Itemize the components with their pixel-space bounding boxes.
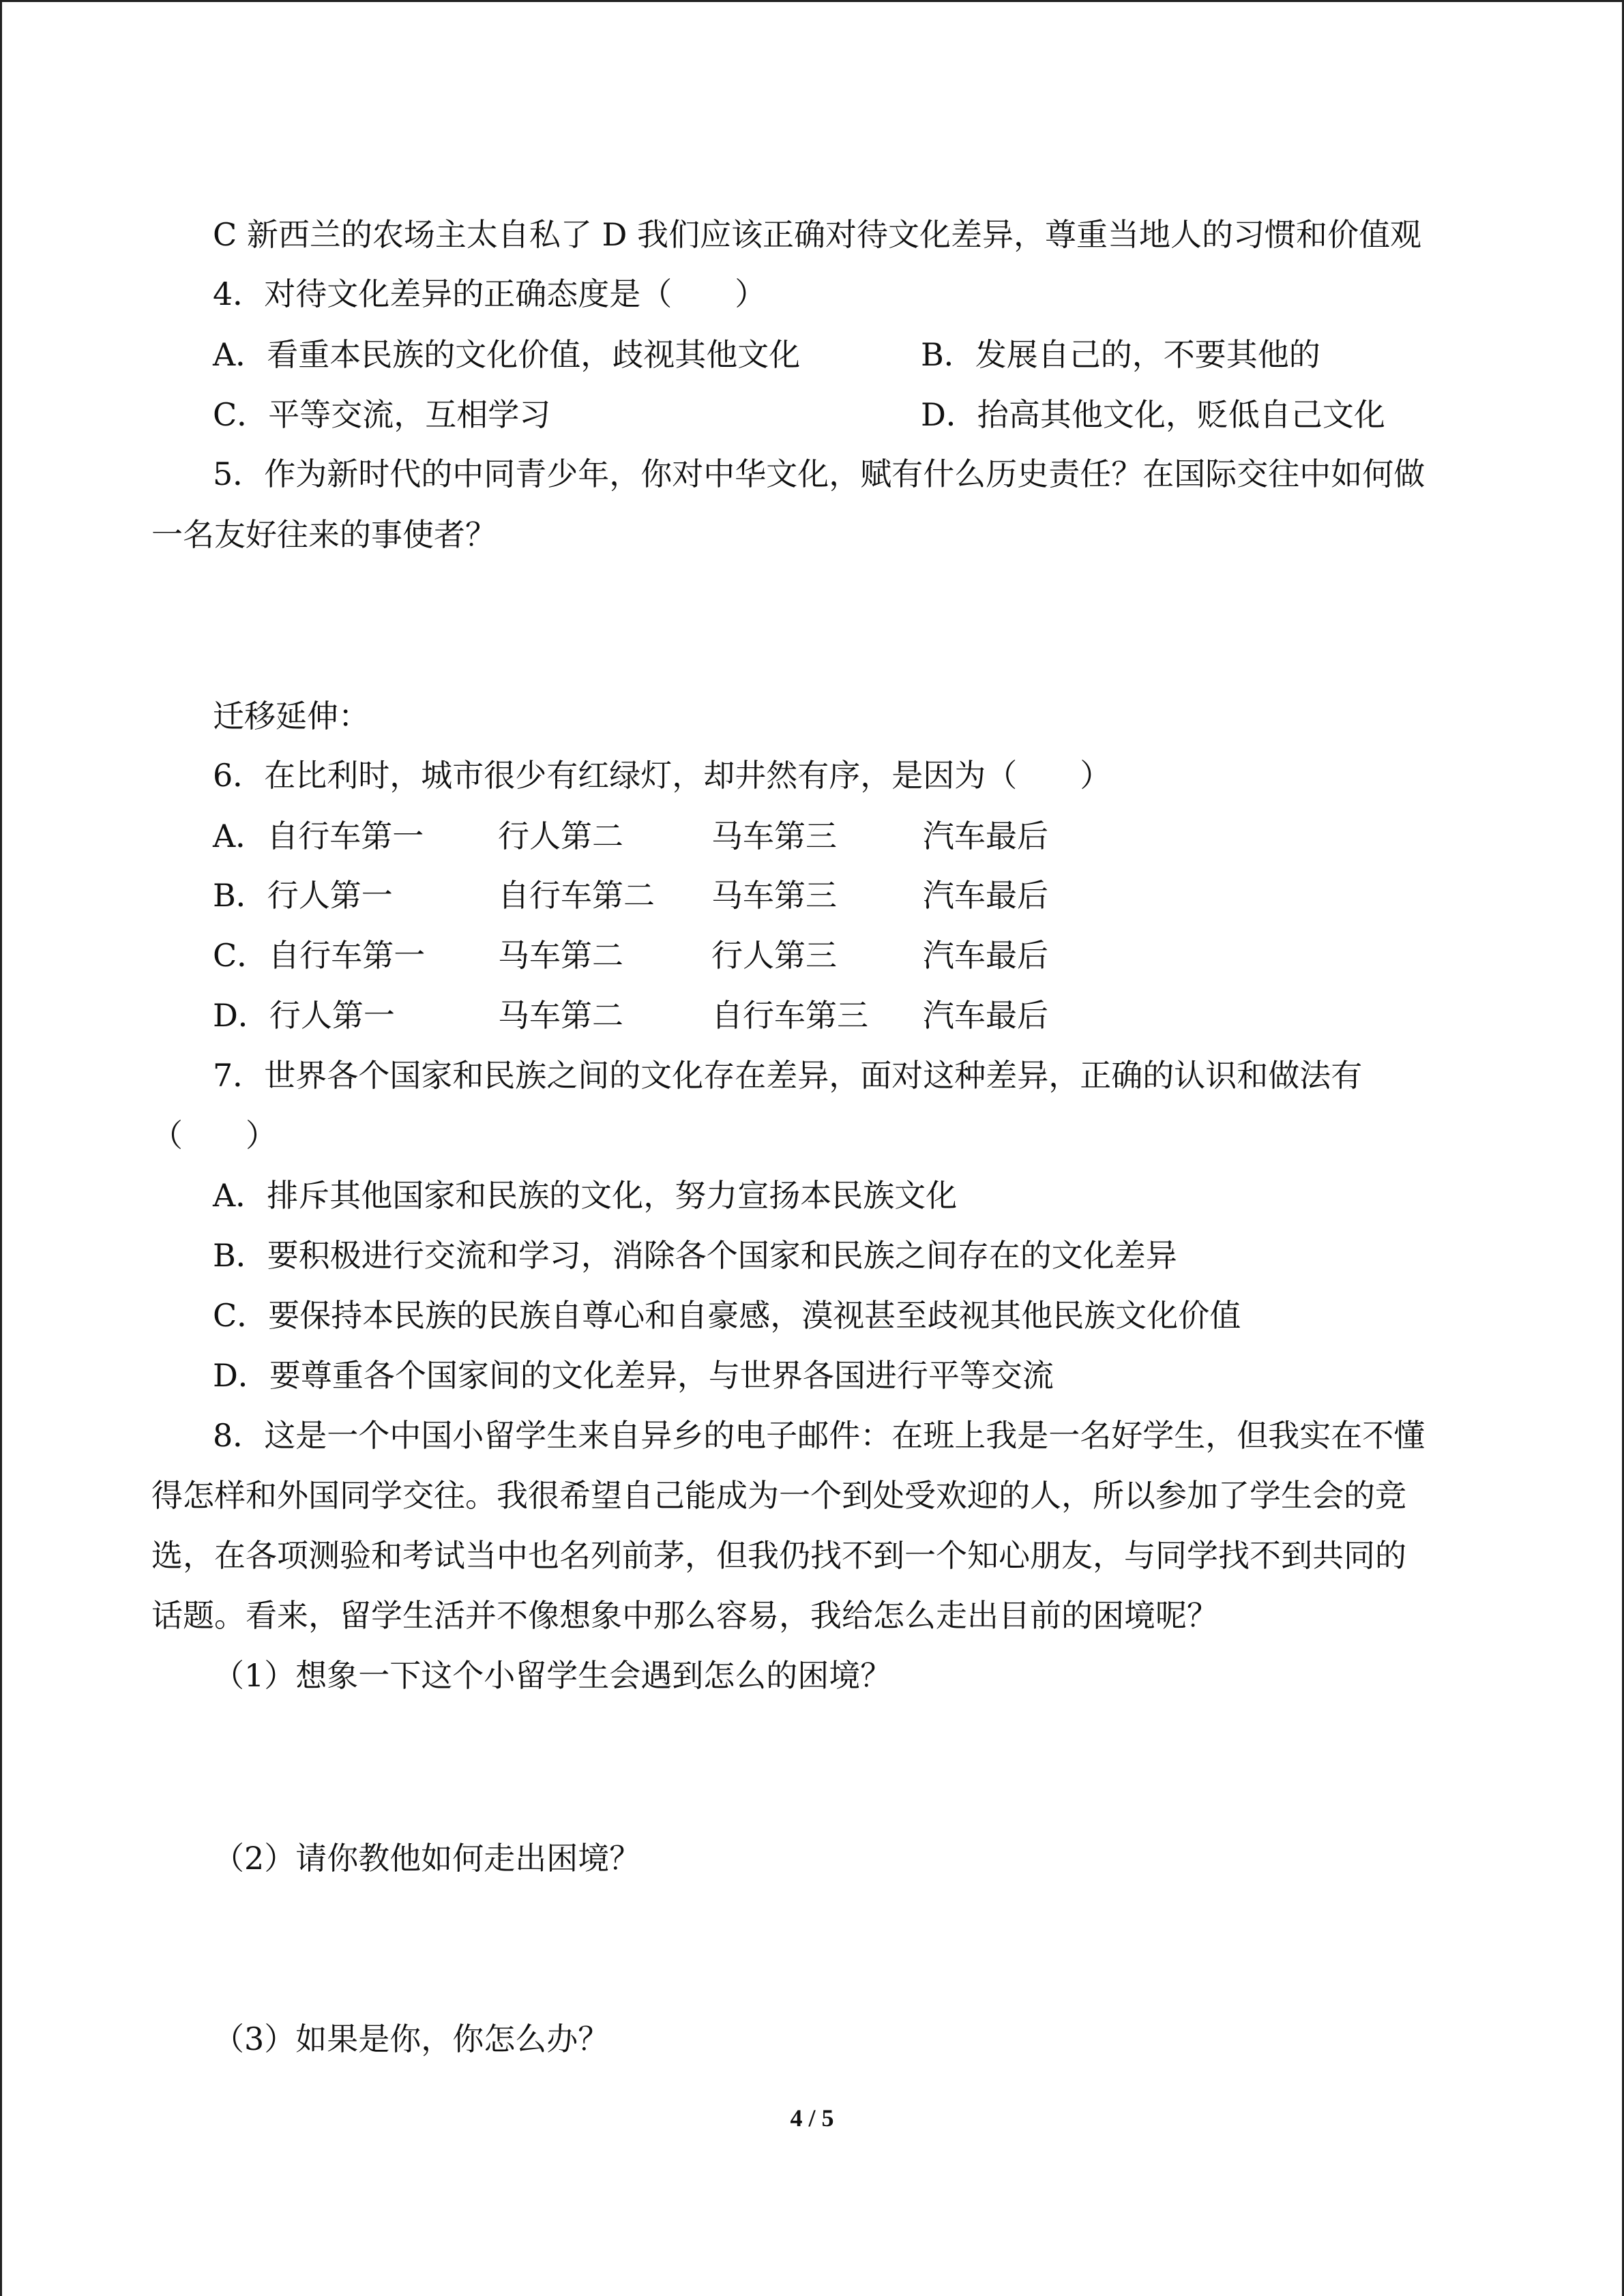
q6-c-col1: C．自行车第一: [213, 937, 426, 974]
q6-a-col4: 汽车最后: [923, 818, 1048, 854]
q6-stem: 6．在比利时，城市很少有红绿灯，却井然有序，是因为（ ）: [213, 757, 1112, 794]
q6-a-col3: 马车第三: [711, 818, 837, 854]
q6-b-col1: B．行人第一: [213, 877, 393, 914]
q7-option-b: B．要积极进行交流和学习，消除各个国家和民族之间存在的文化差异: [213, 1237, 1177, 1274]
q7-option-d: D．要尊重各个国家间的文化差异，与世界各国进行平等交流: [213, 1357, 1054, 1394]
q5-line-2: 一名友好往来的事使者？: [151, 516, 497, 553]
q4-option-d: D．抬高其他文化，贬低自己文化: [921, 396, 1385, 433]
section-title: 迁移延伸：: [213, 698, 370, 734]
q6-b-col3: 马车第三: [711, 877, 837, 914]
q8-line-3: 选，在各项测验和考试当中也名列前茅，但我仍找不到一个知心朋友，与同学找不到共同的: [151, 1537, 1406, 1574]
q7-line-1: 7．世界各个国家和民族之间的文化存在差异，面对这种差异，正确的认识和做法有: [213, 1057, 1363, 1094]
q7-option-c: C．要保持本民族的民族自尊心和自豪感，漠视甚至歧视其他民族文化价值: [213, 1297, 1241, 1334]
page-number: 4 / 5: [790, 2104, 834, 2132]
q6-c-col3: 行人第三: [711, 937, 837, 974]
q6-a-col2: 行人第二: [498, 818, 623, 854]
q8-sub-question-3: （3）如果是你，你怎么办？: [213, 2021, 610, 2057]
q6-c-col4: 汽车最后: [923, 937, 1048, 974]
q6-d-col1: D．行人第一: [213, 997, 395, 1034]
q6-b-col2: 自行车第二: [498, 877, 655, 914]
q4-option-b: B．发展自己的，不要其他的: [921, 336, 1320, 373]
q5-line-1: 5．作为新时代的中同青少年，你对中华文化，赋有什么历史责任？在国际交往中如何做: [213, 456, 1426, 492]
q7-line-2: （ ）: [151, 1117, 277, 1154]
q4-stem: 4．对待文化差异的正确态度是（ ）: [213, 275, 767, 312]
q7-option-a: A．排斥其他国家和民族的文化，努力宣扬本民族文化: [213, 1177, 958, 1214]
q8-line-4: 话题。看来，留学生活并不像想象中那么容易，我给怎么走出目前的困境呢？: [151, 1597, 1218, 1634]
q6-c-col2: 马车第二: [498, 937, 623, 974]
q8-line-1: 8．这是一个中国小留学生来自异乡的电子邮件：在班上我是一名好学生，但我实在不懂: [213, 1417, 1426, 1454]
q8-line-2: 得怎样和外国同学交往。我很希望自己能成为一个到处受欢迎的人，所以参加了学生会的竞: [151, 1477, 1406, 1514]
q4-option-c: C．平等交流，互相学习: [213, 396, 551, 433]
q4-option-a: A．看重本民族的文化价值，歧视其他文化: [213, 336, 801, 373]
q8-sub-question-1: （1）想象一下这个小留学生会遇到怎么的困境？: [213, 1657, 892, 1694]
q3-options-cd: C 新西兰的农场主太自私了 D 我们应该正确对待文化差异，尊重当地人的习惯和价值观: [213, 216, 1421, 253]
q8-sub-question-2: （2）请你教他如何走出困境？: [213, 1840, 641, 1877]
q6-b-col4: 汽车最后: [923, 877, 1048, 914]
q6-d-col4: 汽车最后: [923, 997, 1048, 1034]
q6-d-col2: 马车第二: [498, 997, 623, 1034]
q6-a-col1: A．自行车第一: [213, 818, 424, 854]
q6-d-col3: 自行车第三: [711, 997, 868, 1034]
